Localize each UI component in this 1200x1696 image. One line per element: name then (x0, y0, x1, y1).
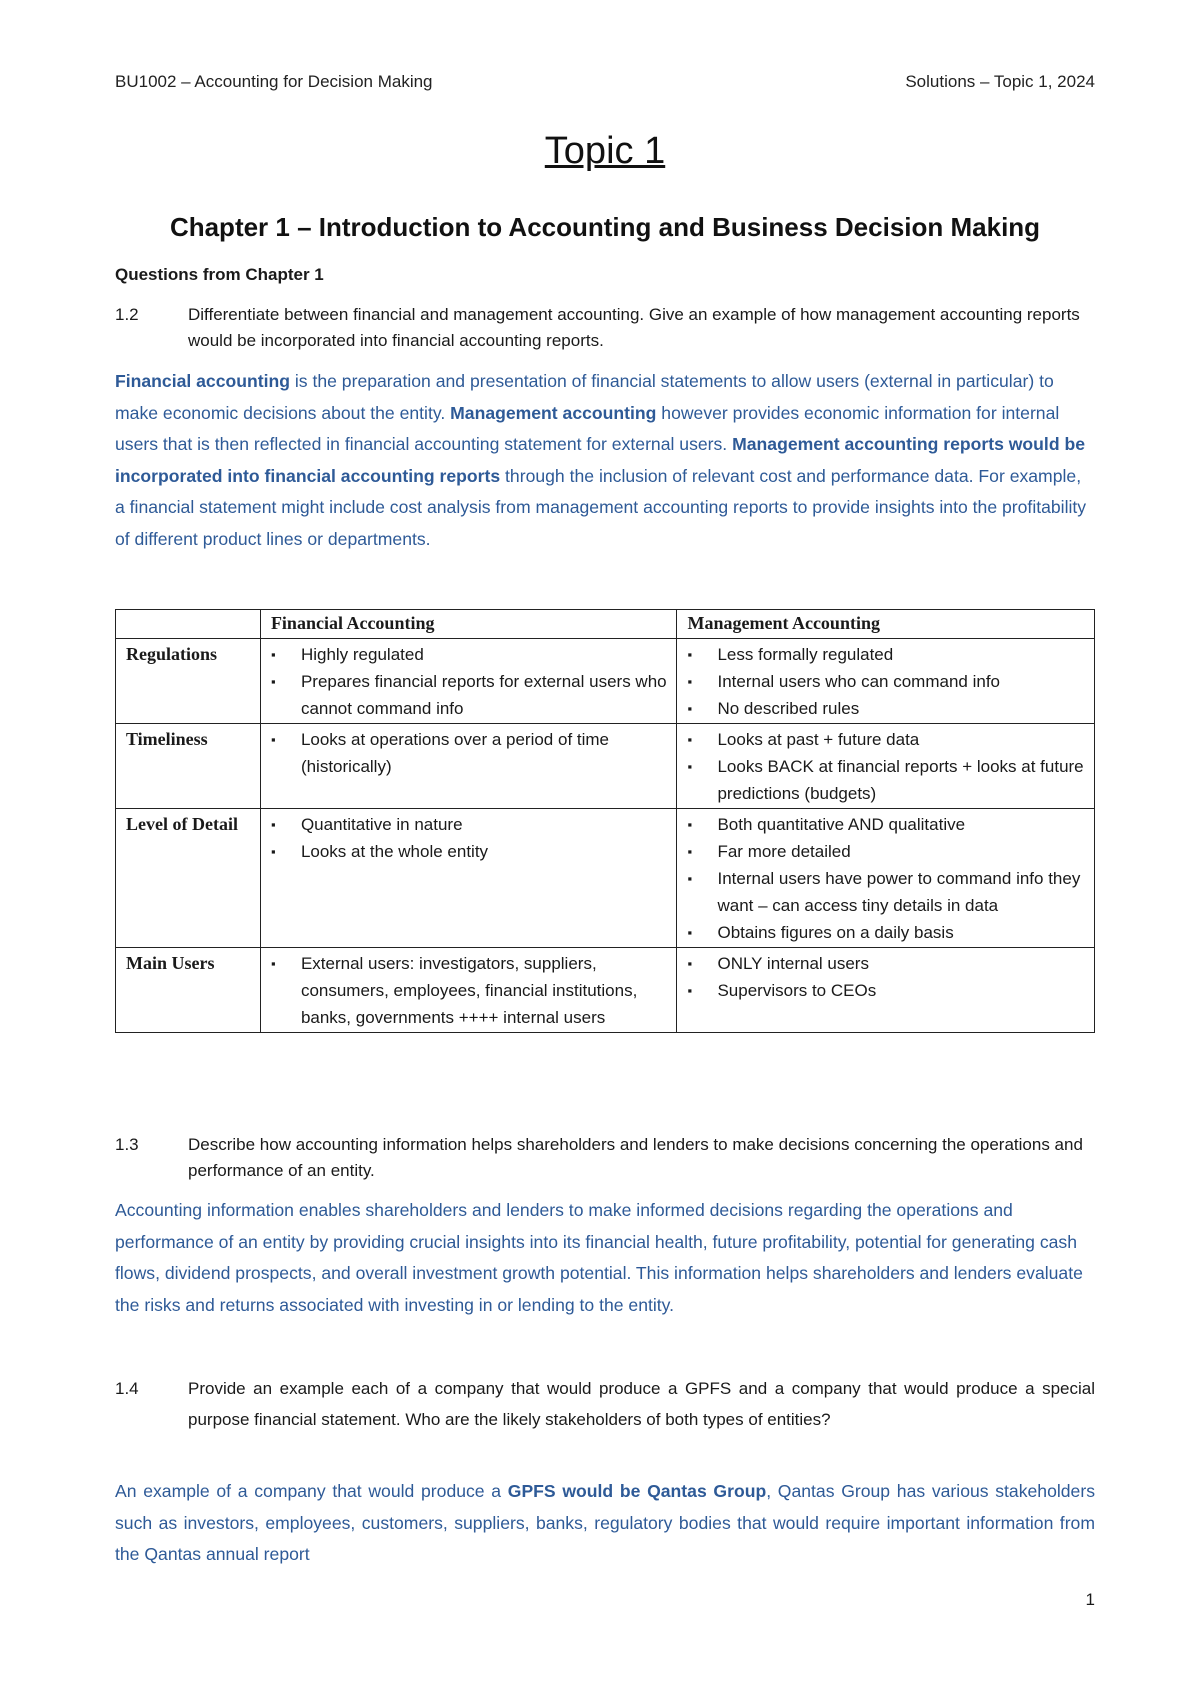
list-item: ▪ No described rules (687, 695, 1086, 722)
list-item: ▪ Prepares financial reports for external users who cannot command info (271, 668, 669, 722)
list-item: ▪ Less formally regulated (687, 641, 1086, 668)
list-item: ▪ Internal users who can command info (687, 668, 1086, 695)
financial-cell (260, 809, 677, 948)
financial-cell (260, 948, 677, 1033)
management-cell (677, 639, 1095, 724)
row-label: Main Users (116, 948, 261, 1033)
table-row (116, 724, 1095, 809)
question-1-2 (115, 302, 1095, 354)
answer-1-4 (115, 1476, 1095, 1571)
table-header-cell (116, 610, 261, 639)
answer-1-3: Accounting information enables shareholders and lenders to make informed decisions regarding the operations and performance of an entity by providing crucial insights into its financial health, future profitability, potential for generating cash flows, dividend prospects, and overall investment growth potential. This information helps shareholders and lenders evaluate the risks and returns associated with investing in or lending to the entity. (115, 1200, 1083, 1315)
list-item: ▪ Looks at operations over a period of time (historically) (271, 726, 669, 780)
list-item: ▪ Highly regulated (271, 641, 669, 668)
list-item: ▪ Supervisors to CEOs (687, 977, 1086, 1004)
question-1-3 (115, 1132, 1095, 1184)
answer-bold: Financial accounting (115, 371, 290, 391)
answer-bold: Management accounting (450, 402, 657, 423)
chapter-title: Chapter 1 – Introduction to Accounting and Business Decision Making (169, 212, 1041, 242)
answer-text: is the preparation and presentation of financial statements to allow users (external in particular) to make economic decisions about the entity. (115, 371, 1054, 423)
answer-bold: Management accounting reports would be incorporated into financial accounting reports (115, 434, 1085, 486)
list-item: ▪ Quantitative in nature (271, 811, 669, 838)
row-label: Level of Detail (116, 809, 261, 948)
page-title: Topic 1 (544, 130, 666, 172)
management-cell (677, 724, 1095, 809)
answer-text: , Qantas Group has various stakeholders such as investors, employees, customers, suppliers, banks, regulatory bodies that would require important information from the Qantas annual report (115, 1481, 1096, 1564)
answer-text: through the inclusion of relevant cost and performance data. For example, a financial statement might include cost analysis from management accounting reports to provide insights into the profitability of different product lines or departments. (115, 465, 1087, 549)
table-header-cell: Financial Accounting (260, 610, 677, 639)
questions-heading: Questions from Chapter 1 (115, 265, 324, 284)
question-number: 1.4 (115, 1379, 139, 1398)
question-text: Differentiate between financial and management accounting. Give an example of how management accounting reports would be incorporated into financial accounting reports. (188, 305, 1080, 350)
table-header-cell: Management Accounting (677, 610, 1095, 639)
question-number: 1.2 (115, 305, 139, 324)
comparison-table (115, 609, 1095, 1033)
list-item: ▪ Internal users have power to command info they want – can access tiny details in data (687, 865, 1086, 919)
financial-cell (260, 724, 677, 809)
row-label: Regulations (116, 639, 261, 724)
question-1-4 (115, 1373, 1095, 1435)
table-header-row (116, 610, 1095, 639)
answer-1-2 (115, 366, 1095, 555)
answer-text: An example of a company that would produce a (115, 1481, 508, 1501)
question-number: 1.3 (115, 1135, 139, 1154)
page-number: 1 (1085, 1590, 1095, 1609)
answer-bold: GPFS would be Qantas Group (507, 1481, 767, 1501)
list-item: ▪ Looks at the whole entity (271, 838, 669, 865)
financial-cell (260, 639, 677, 724)
list-item: ▪ ONLY internal users (687, 950, 1086, 977)
table-row (116, 948, 1095, 1033)
answer-text: however provides economic information for internal users that is then reflected in financial accounting statement for external users. (115, 402, 1060, 454)
management-cell (677, 948, 1095, 1033)
management-cell (677, 809, 1095, 948)
row-label: Timeliness (116, 724, 261, 809)
table-row (116, 639, 1095, 724)
list-item: ▪ Far more detailed (687, 838, 1086, 865)
list-item: ▪ Obtains figures on a daily basis (687, 919, 1086, 946)
header-course: BU1002 – Accounting for Decision Making (115, 72, 433, 91)
question-text: Provide an example each of a company that would produce a GPFS and a company that would produce a special purpose financial statement. Who are the likely stakeholders of both types of entities? (188, 1379, 1095, 1429)
header-solutions: Solutions – Topic 1, 2024 (905, 72, 1095, 91)
table-row (116, 809, 1095, 948)
list-item: ▪ Looks BACK at financial reports + looks at future predictions (budgets) (687, 753, 1086, 807)
list-item: ▪ External users: investigators, suppliers, consumers, employees, financial institutions, banks, governments ++++ internal users (271, 950, 669, 1031)
list-item: ▪ Both quantitative AND qualitative (687, 811, 1086, 838)
question-text: Describe how accounting information helps shareholders and lenders to make decisions concerning the operations and performance of an entity. (188, 1135, 1083, 1180)
list-item: ▪ Looks at past + future data (687, 726, 1086, 753)
